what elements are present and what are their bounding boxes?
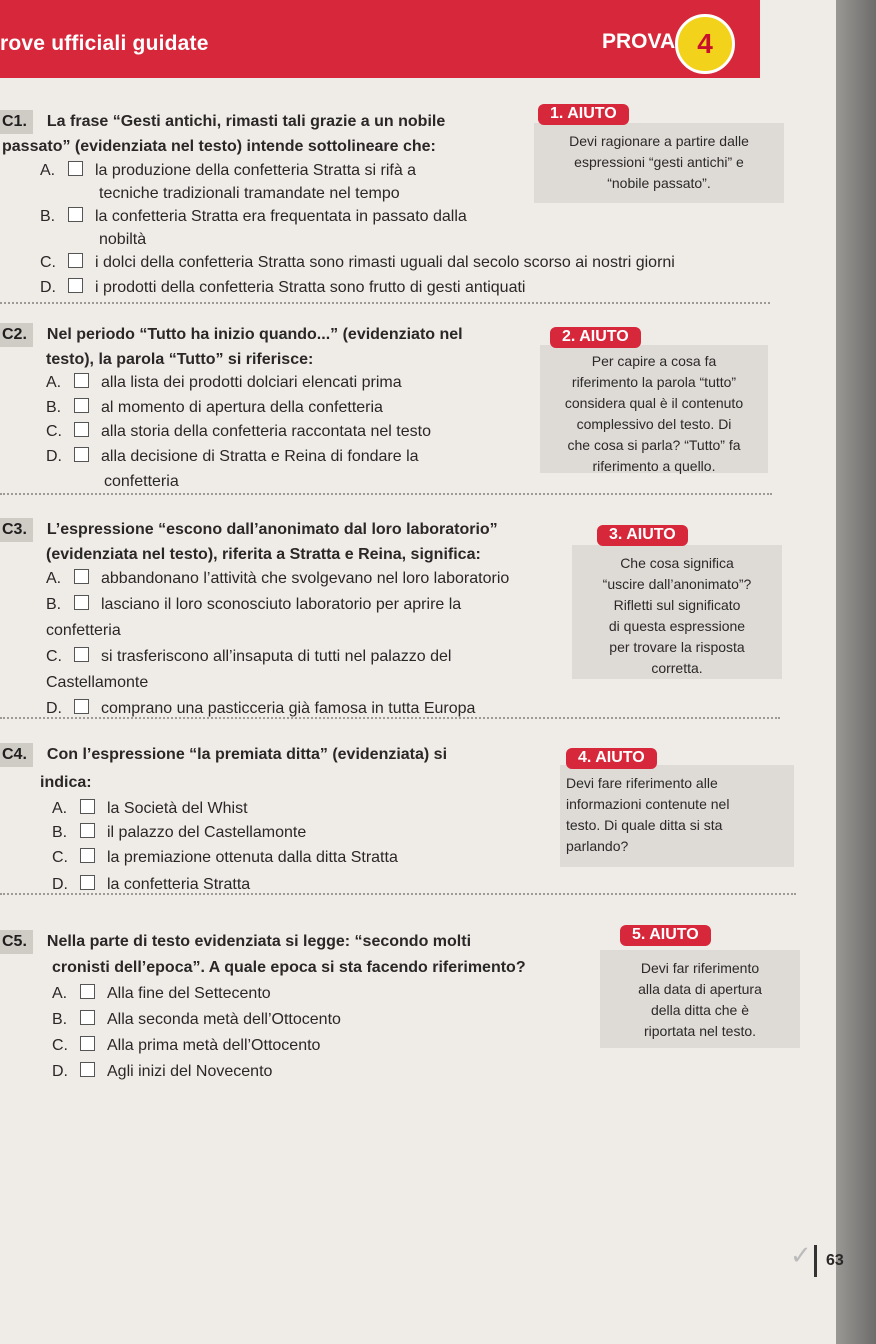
page-number-divider	[814, 1245, 817, 1277]
question-number: C5.	[0, 930, 33, 954]
option-text: la premiazione ottenuta dalla ditta Stratta	[107, 849, 398, 866]
help-box-2	[540, 345, 768, 473]
option-d[interactable]	[40, 277, 525, 299]
option-c[interactable]	[52, 847, 398, 869]
checkbox[interactable]	[80, 1010, 95, 1025]
option-text: la Società del Whist	[107, 800, 248, 817]
separator	[0, 893, 796, 895]
option-b[interactable]	[40, 206, 467, 228]
option-text: abbandonano l’attività che svolgevano nel loro laboratorio	[101, 570, 510, 587]
option-letter: C.	[52, 1037, 68, 1054]
option-letter: B.	[46, 596, 62, 613]
option-a[interactable]	[40, 160, 416, 182]
question-c4	[0, 743, 447, 767]
option-letter: B.	[40, 208, 56, 225]
help-line: informazioni contenute nel	[566, 796, 730, 812]
option-letter: C.	[40, 254, 56, 271]
option-text-cont: confetteria	[46, 622, 121, 639]
help-box-1	[534, 123, 784, 203]
checkbox[interactable]	[68, 161, 83, 176]
option-text: alla decisione di Stratta e Reina di fondare la	[101, 448, 419, 465]
option-text: il palazzo del Castellamonte	[107, 824, 307, 841]
question-c2	[0, 323, 463, 347]
option-text: Alla fine del Settecento	[107, 985, 271, 1002]
option-letter: C.	[46, 423, 62, 440]
option-c[interactable]	[52, 1035, 320, 1057]
option-text: lasciano il loro sconosciuto laboratorio per aprire la	[101, 596, 462, 613]
checkbox[interactable]	[74, 373, 89, 388]
checkbox[interactable]	[74, 595, 89, 610]
help-line: riferimento a quello.	[592, 458, 716, 474]
option-letter: A.	[52, 800, 68, 817]
help-line: corretta.	[651, 660, 703, 676]
option-letter: A.	[52, 985, 68, 1002]
option-text: la produzione della confetteria Stratta si rifà a	[95, 162, 417, 179]
checkbox[interactable]	[80, 823, 95, 838]
option-b[interactable]	[52, 822, 306, 844]
help-box-4	[560, 765, 794, 867]
checkbox[interactable]	[74, 422, 89, 437]
help-line: Che cosa significa	[620, 555, 734, 571]
option-a[interactable]	[52, 983, 271, 1005]
checkbox[interactable]	[80, 1036, 95, 1051]
help-line: riferimento la parola “tutto”	[571, 374, 737, 390]
option-b[interactable]	[46, 397, 383, 419]
help-line: della ditta che è	[650, 1002, 750, 1018]
question-c1	[0, 110, 445, 134]
question-text-line: La frase “Gesti antichi, rimasti tali grazie a un nobile	[46, 113, 446, 130]
option-text-cont: confetteria	[104, 473, 179, 490]
help-line: che cosa si parla? “Tutto” fa	[567, 437, 741, 453]
option-letter: C.	[52, 849, 68, 866]
help-line: Devi ragionare a partire dalle	[569, 133, 749, 149]
option-letter: B.	[46, 399, 62, 416]
question-number: C2.	[0, 323, 33, 347]
option-text: i prodotti della confetteria Stratta sono frutto di gesti antiquati	[95, 279, 526, 296]
option-letter: A.	[46, 374, 62, 391]
help-line: parlando?	[566, 838, 629, 854]
question-number: C4.	[0, 743, 33, 767]
separator	[0, 717, 780, 719]
option-text: la confetteria Stratta era frequentata in passato dalla	[95, 208, 467, 225]
checkbox[interactable]	[74, 569, 89, 584]
help-line: considera qual è il contenuto	[564, 395, 744, 411]
option-letter: B.	[52, 824, 68, 841]
option-text: Alla prima metà dell’Ottocento	[107, 1037, 321, 1054]
help-line: testo. Di quale ditta si sta	[566, 817, 723, 833]
help-line: Devi far riferimento	[640, 960, 760, 976]
option-letter: D.	[46, 448, 62, 465]
checkbox[interactable]	[74, 647, 89, 662]
help-line: “uscire dall’anonimato”?	[602, 576, 752, 592]
help-title-2: 2. AIUTO	[550, 327, 641, 348]
question-c3	[0, 518, 498, 542]
option-d[interactable]	[46, 446, 419, 468]
option-text: si trasferiscono all’insaputa di tutti nel palazzo del	[101, 648, 452, 665]
header-title: rove ufficiali guidate	[0, 32, 209, 55]
option-text: i dolci della confetteria Stratta sono rimasti uguali dal secolo scorso ai nostri giorni	[95, 254, 675, 271]
question-text-line: Con l’espressione “la premiata ditta” (evidenziata) si	[46, 746, 448, 763]
option-letter: D.	[46, 700, 62, 717]
prova-label: PROVA	[602, 30, 676, 53]
question-number: C3.	[0, 518, 33, 542]
option-letter: B.	[52, 1011, 68, 1028]
option-d[interactable]	[52, 1061, 272, 1083]
checkbox[interactable]	[80, 1062, 95, 1077]
option-letter: A.	[40, 162, 56, 179]
checkbox[interactable]	[80, 799, 95, 814]
checkmark-icon: ✓	[790, 1240, 812, 1270]
help-box-5	[600, 950, 800, 1048]
checkbox[interactable]	[68, 253, 83, 268]
option-text: Alla seconda metà dell’Ottocento	[107, 1011, 341, 1028]
option-a[interactable]	[52, 798, 248, 820]
checkbox[interactable]	[74, 447, 89, 462]
question-text-line: testo), la parola “Tutto” si riferisce:	[46, 351, 314, 368]
option-b[interactable]	[52, 1009, 341, 1031]
option-text: Agli inizi del Novecento	[107, 1063, 273, 1080]
checkbox[interactable]	[80, 848, 95, 863]
option-text-cont: Castellamonte	[46, 674, 149, 691]
help-line: complessivo del testo. Di	[576, 416, 732, 432]
option-b[interactable]	[46, 594, 461, 616]
help-line: alla data di apertura	[638, 981, 762, 997]
help-line: Per capire a cosa fa	[591, 353, 717, 369]
question-text-line: Nel periodo “Tutto ha inizio quando...” (evidenziato nel	[46, 326, 463, 343]
help-title-5: 5. AIUTO	[620, 925, 711, 946]
option-c[interactable]	[46, 646, 451, 668]
separator	[0, 493, 772, 495]
help-title-1: 1. AIUTO	[538, 104, 629, 125]
header-bar	[0, 0, 760, 78]
option-text-cont: tecniche tradizionali tramandate nel tempo	[99, 185, 400, 202]
checkbox[interactable]	[74, 398, 89, 413]
question-text-line: cronisti dell’epoca”. A quale epoca si sta facendo riferimento?	[52, 959, 526, 976]
prova-number-badge: 4	[675, 14, 735, 74]
question-text-line: Nella parte di testo evidenziata si legge: “secondo molti	[46, 933, 472, 950]
help-line: per trovare la risposta	[609, 639, 745, 655]
option-c[interactable]	[46, 421, 431, 443]
page-edge	[836, 0, 876, 1344]
help-line: Rifletti sul significato	[613, 597, 741, 613]
help-line: riportata nel testo.	[643, 1023, 757, 1039]
page-number: 63	[826, 1252, 844, 1269]
question-number: C1.	[0, 110, 33, 134]
option-a[interactable]	[46, 568, 509, 590]
help-line: “nobile passato”.	[607, 175, 711, 191]
option-c[interactable]	[40, 252, 675, 274]
checkbox[interactable]	[74, 699, 89, 714]
help-line: espressioni “gesti antichi” e	[574, 154, 744, 170]
question-text-line: (evidenziata nel testo), riferita a Stratta e Reina, significa:	[46, 546, 481, 563]
question-text-line: passato” (evidenziata nel testo) intende sottolineare che:	[2, 138, 436, 155]
checkbox[interactable]	[80, 984, 95, 999]
option-letter: A.	[46, 570, 62, 587]
option-text: al momento di apertura della confetteria	[101, 399, 383, 416]
help-title-3: 3. AIUTO	[597, 525, 688, 546]
option-text: alla storia della confetteria raccontata nel testo	[101, 423, 431, 440]
help-title-4: 4. AIUTO	[566, 748, 657, 769]
help-line: Devi fare riferimento alle	[566, 775, 718, 791]
checkbox[interactable]	[68, 278, 83, 293]
question-text-line: L’espressione “escono dall’anonimato dal loro laboratorio”	[46, 521, 498, 538]
help-line: di questa espressione	[608, 618, 746, 634]
checkbox[interactable]	[68, 207, 83, 222]
option-letter: C.	[46, 648, 62, 665]
option-text: la confetteria Stratta	[107, 876, 251, 893]
option-letter: D.	[52, 876, 68, 893]
option-text: comprano una pasticceria già famosa in tutta Europa	[101, 700, 476, 717]
question-c5	[0, 930, 471, 954]
option-text-cont: nobiltà	[99, 231, 147, 248]
option-letter: D.	[52, 1063, 68, 1080]
option-a[interactable]	[46, 372, 402, 394]
separator	[0, 302, 770, 304]
option-text: alla lista dei prodotti dolciari elencati prima	[101, 374, 402, 391]
help-box-3	[572, 545, 782, 679]
option-letter: D.	[40, 279, 56, 296]
checkbox[interactable]	[80, 875, 95, 890]
question-text-line: indica:	[40, 774, 92, 791]
